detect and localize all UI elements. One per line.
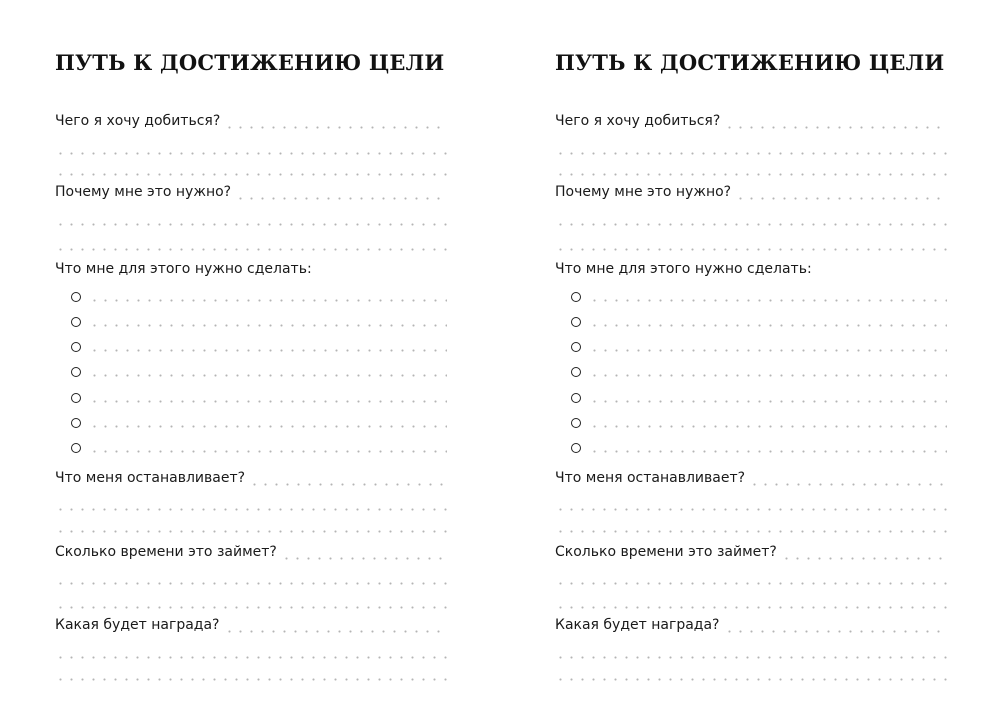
obstacle-answer-line-3[interactable] bbox=[555, 530, 947, 533]
worksheet-page-right bbox=[555, 0, 947, 725]
goal-answer-line[interactable] bbox=[724, 126, 947, 129]
reward-answer-row bbox=[55, 664, 447, 682]
goal-question-label: Чего я хочу добиться? bbox=[55, 113, 221, 129]
why-answer-line-3[interactable] bbox=[55, 248, 447, 251]
obstacle-answer-line[interactable] bbox=[749, 483, 947, 486]
obstacle-question-row bbox=[55, 469, 447, 487]
todo-question-row bbox=[555, 260, 947, 278]
todo-item-line[interactable] bbox=[589, 349, 947, 352]
bullet-circle-icon bbox=[571, 443, 581, 453]
obstacle-answer-row bbox=[555, 516, 947, 534]
todo-item bbox=[571, 310, 947, 328]
reward-question-label: Какая будет награда? bbox=[555, 617, 720, 633]
bullet-circle-icon bbox=[571, 367, 581, 377]
bullet-circle-icon bbox=[71, 317, 81, 327]
time-answer-line-2[interactable] bbox=[55, 582, 447, 585]
todo-item bbox=[71, 386, 447, 404]
reward-question-row bbox=[555, 616, 947, 634]
why-answer-line-2[interactable] bbox=[55, 223, 447, 226]
bullet-circle-icon bbox=[71, 393, 81, 403]
reward-question-row bbox=[55, 616, 447, 634]
worksheet-page-left bbox=[55, 0, 447, 725]
why-question-label: Почему мне это нужно? bbox=[555, 184, 732, 200]
todo-item-line[interactable] bbox=[89, 450, 447, 453]
todo-item-line[interactable] bbox=[89, 324, 447, 327]
obstacle-answer-line-3[interactable] bbox=[55, 530, 447, 533]
goal-question-label: Чего я хочу добиться? bbox=[555, 113, 721, 129]
todo-item bbox=[71, 411, 447, 429]
bullet-circle-icon bbox=[71, 443, 81, 453]
why-answer-line-2[interactable] bbox=[555, 223, 947, 226]
todo-question-row bbox=[55, 260, 447, 278]
goal-answer-line-3[interactable] bbox=[55, 173, 447, 176]
time-answer-line-3[interactable] bbox=[55, 606, 447, 609]
time-answer-line[interactable] bbox=[781, 557, 947, 560]
obstacle-question-label: Что меня останавливает? bbox=[555, 470, 746, 486]
reward-answer-line-3[interactable] bbox=[555, 678, 947, 681]
reward-answer-line-2[interactable] bbox=[555, 656, 947, 659]
todo-item-line[interactable] bbox=[589, 450, 947, 453]
time-answer-line[interactable] bbox=[281, 557, 447, 560]
why-answer-line-3[interactable] bbox=[555, 248, 947, 251]
bullet-circle-icon bbox=[571, 393, 581, 403]
todo-item-line[interactable] bbox=[589, 324, 947, 327]
reward-question-label: Какая будет награда? bbox=[55, 617, 220, 633]
goal-question-row bbox=[555, 112, 947, 130]
goal-answer-row bbox=[555, 159, 947, 177]
goal-answer-line[interactable] bbox=[224, 126, 447, 129]
time-question-label: Сколько времени это займет? bbox=[55, 544, 277, 560]
time-answer-row bbox=[555, 592, 947, 610]
page-title: ПУТЬ К ДОСТИЖЕНИЮ ЦЕЛИ bbox=[555, 50, 945, 75]
todo-item bbox=[71, 310, 447, 328]
reward-answer-line[interactable] bbox=[724, 630, 948, 633]
why-answer-row bbox=[555, 209, 947, 227]
todo-item bbox=[571, 335, 947, 353]
obstacle-question-row bbox=[555, 469, 947, 487]
goal-question-row bbox=[55, 112, 447, 130]
reward-answer-row bbox=[555, 664, 947, 682]
obstacle-question-label: Что меня останавливает? bbox=[55, 470, 246, 486]
why-answer-row bbox=[55, 209, 447, 227]
todo-item-line[interactable] bbox=[89, 349, 447, 352]
todo-item bbox=[571, 411, 947, 429]
reward-answer-row bbox=[555, 642, 947, 660]
todo-item-line[interactable] bbox=[589, 299, 947, 302]
goal-answer-row bbox=[55, 138, 447, 156]
todo-item bbox=[71, 436, 447, 454]
reward-answer-row bbox=[55, 642, 447, 660]
obstacle-answer-row bbox=[55, 516, 447, 534]
todo-item bbox=[71, 285, 447, 303]
todo-item-line[interactable] bbox=[589, 425, 947, 428]
todo-item bbox=[71, 360, 447, 378]
time-question-label: Сколько времени это займет? bbox=[555, 544, 777, 560]
time-question-row bbox=[555, 543, 947, 561]
obstacle-answer-row bbox=[55, 494, 447, 512]
time-answer-line-2[interactable] bbox=[555, 582, 947, 585]
bullet-circle-icon bbox=[571, 292, 581, 302]
todo-item-line[interactable] bbox=[89, 374, 447, 377]
obstacle-answer-row bbox=[555, 494, 947, 512]
why-answer-line[interactable] bbox=[235, 197, 447, 200]
todo-item-line[interactable] bbox=[89, 425, 447, 428]
bullet-circle-icon bbox=[571, 342, 581, 352]
bullet-circle-icon bbox=[571, 317, 581, 327]
goal-answer-line-2[interactable] bbox=[555, 152, 947, 155]
why-question-label: Почему мне это нужно? bbox=[55, 184, 232, 200]
todo-item bbox=[571, 360, 947, 378]
todo-item bbox=[71, 335, 447, 353]
obstacle-answer-line-2[interactable] bbox=[55, 508, 447, 511]
why-answer-row bbox=[555, 234, 947, 252]
obstacle-answer-line[interactable] bbox=[249, 483, 447, 486]
bullet-circle-icon bbox=[71, 418, 81, 428]
todo-item-line[interactable] bbox=[89, 299, 447, 302]
reward-answer-line[interactable] bbox=[224, 630, 448, 633]
why-answer-row bbox=[55, 234, 447, 252]
todo-item-line[interactable] bbox=[589, 374, 947, 377]
why-question-row bbox=[55, 183, 447, 201]
reward-answer-line-3[interactable] bbox=[55, 678, 447, 681]
bullet-circle-icon bbox=[71, 367, 81, 377]
goal-answer-row bbox=[555, 138, 947, 156]
todo-item bbox=[571, 436, 947, 454]
obstacle-answer-line-2[interactable] bbox=[555, 508, 947, 511]
why-question-row bbox=[555, 183, 947, 201]
todo-question-label: Что мне для этого нужно сделать: bbox=[555, 261, 812, 277]
todo-question-label: Что мне для этого нужно сделать: bbox=[55, 261, 312, 277]
todo-item-line[interactable] bbox=[589, 400, 947, 403]
time-answer-row bbox=[55, 592, 447, 610]
time-answer-line-3[interactable] bbox=[555, 606, 947, 609]
goal-answer-line-3[interactable] bbox=[555, 173, 947, 176]
bullet-circle-icon bbox=[71, 342, 81, 352]
time-answer-row bbox=[55, 568, 447, 586]
bullet-circle-icon bbox=[71, 292, 81, 302]
time-question-row bbox=[55, 543, 447, 561]
reward-answer-line-2[interactable] bbox=[55, 656, 447, 659]
time-answer-row bbox=[555, 568, 947, 586]
todo-item bbox=[571, 386, 947, 404]
todo-item-line[interactable] bbox=[89, 400, 447, 403]
goal-answer-row bbox=[55, 159, 447, 177]
goal-answer-line-2[interactable] bbox=[55, 152, 447, 155]
bullet-circle-icon bbox=[571, 418, 581, 428]
why-answer-line[interactable] bbox=[735, 197, 947, 200]
page-title: ПУТЬ К ДОСТИЖЕНИЮ ЦЕЛИ bbox=[55, 50, 445, 75]
todo-item bbox=[571, 285, 947, 303]
